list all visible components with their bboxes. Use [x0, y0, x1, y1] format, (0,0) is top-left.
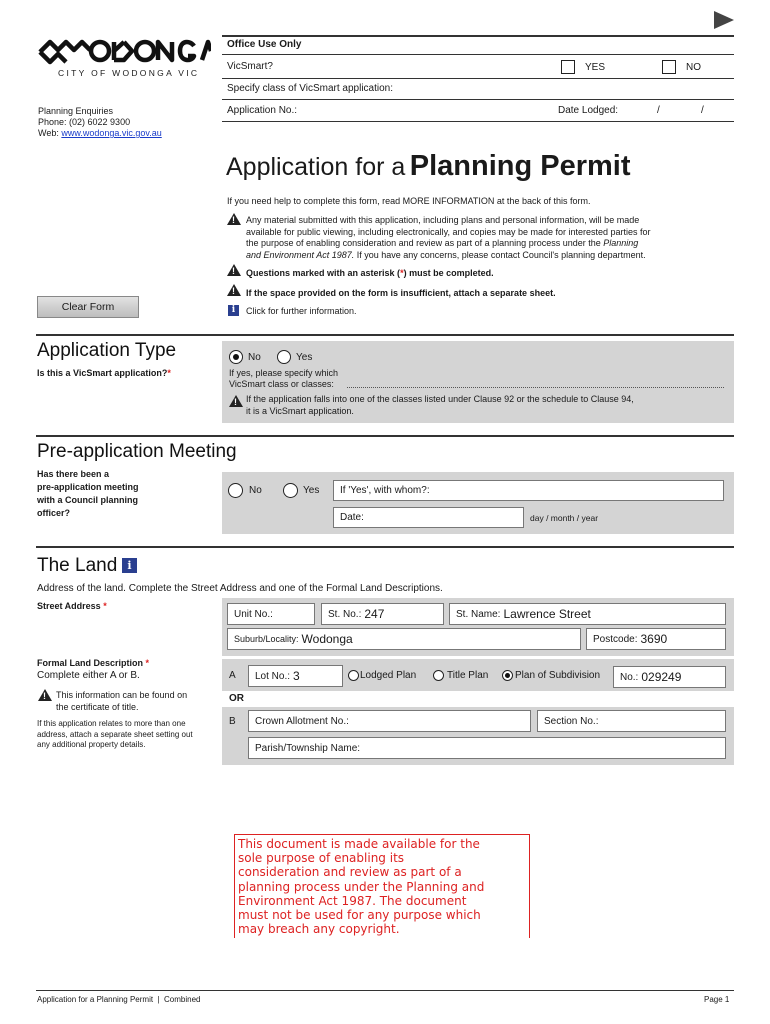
multi-note-3: any additional property details. [37, 740, 146, 749]
privacy-line-3 [246, 238, 716, 250]
preapp-q3: with a Council planning [37, 495, 138, 505]
office-yes-checkbox[interactable] [561, 60, 575, 74]
office-rule-2 [222, 78, 734, 79]
page-title-main: Planning Permit [409, 150, 631, 182]
office-rule-1 [222, 54, 734, 55]
land-intro: Address of the land. Complete the Street Address and one of the Formal Land Descriptions. [37, 583, 443, 594]
app-type-question [37, 368, 171, 378]
unit-no-field[interactable] [227, 603, 315, 625]
preapp-no-label: No [249, 485, 262, 496]
office-app-no-label: Application No.: [227, 105, 298, 116]
preapp-rule [36, 435, 734, 437]
office-specify-label: Specify class of VicSmart application: [227, 83, 394, 94]
or-label: OR [229, 693, 244, 704]
cert-note-1: This information can be found on [56, 690, 188, 700]
privacy-line-3b: Planning [603, 238, 639, 248]
preapp-q1: Has there been a [37, 469, 110, 479]
multi-address-note [37, 719, 193, 751]
help-text: If you need help to complete this form, read MORE INFORMATION at the back of this form. [227, 196, 591, 206]
wodonga-logo [36, 34, 211, 80]
office-top-rule [222, 35, 734, 37]
office-yes-label: YES [585, 62, 606, 73]
warning-icon [227, 284, 241, 296]
footer-rule [36, 990, 734, 991]
street-address-text: Street Address [37, 601, 101, 611]
plan-no-value: 029249 [641, 670, 682, 684]
preapp-q4: officer? [37, 508, 71, 518]
warning-icon [38, 689, 52, 701]
info-icon[interactable]: i [228, 305, 239, 316]
land-title: The Land [37, 555, 118, 576]
stamp-line-6: must not be used for any purpose which [238, 908, 481, 923]
privacy-line-3a: the purpose of enabling consideration and review as part of a planning process under the [246, 238, 601, 248]
section-no-field[interactable] [537, 710, 726, 732]
option-a-label: A [229, 670, 236, 681]
stamp-line-3: consideration and review as part of a [238, 865, 462, 880]
lot-no-value: 3 [293, 669, 300, 683]
office-date-sep-1: / [657, 105, 660, 116]
asterisk-note-a: Questions marked with an asterisk ( [246, 268, 401, 278]
street-address-star: * [103, 601, 107, 611]
stamp-line-7: may breach any copyright. [238, 922, 400, 937]
preapp-question [37, 468, 139, 520]
office-vicsmart-label: VicSmart? [227, 61, 273, 72]
privacy-line-2: available for public viewing, including electronically, and copies may be made for interested parties for [246, 226, 651, 237]
postcode-field[interactable] [586, 628, 726, 650]
web-label: Web: [38, 128, 59, 138]
info-icon[interactable]: i [122, 558, 137, 573]
office-no-label: NO [686, 62, 701, 73]
preapp-no-radio[interactable] [228, 483, 243, 498]
formal-land-label [37, 658, 149, 668]
footer-page-number: Page 1 [704, 995, 730, 1004]
preapp-yes-radio[interactable] [283, 483, 298, 498]
section-no-label: Section No.: [544, 715, 599, 727]
asterisk-star: * [400, 268, 404, 278]
office-date-sep-2: / [701, 105, 704, 116]
office-rule-4 [222, 121, 734, 122]
web-line [38, 128, 162, 138]
app-type-star: * [167, 368, 171, 378]
preapp-title: Pre-application Meeting [37, 441, 237, 462]
preapp-date-hint: day / month / year [530, 513, 599, 523]
vicsmart-note [246, 394, 634, 417]
click-info-text[interactable]: Click for further information. [246, 306, 357, 316]
st-name-label: St. Name: [456, 608, 501, 620]
preapp-date-label: Date: [340, 512, 364, 523]
warning-icon [229, 395, 243, 407]
preapp-q2: pre-application meeting [37, 482, 139, 492]
land-rule [36, 546, 734, 548]
app-type-rule [36, 334, 734, 336]
office-no-checkbox[interactable] [662, 60, 676, 74]
crown-allotment-label: Crown Allotment No.: [255, 715, 349, 727]
copyright-stamp [234, 834, 530, 938]
vicsmart-class-input[interactable] [347, 387, 724, 388]
privacy-notice [246, 215, 716, 261]
asterisk-note [246, 268, 494, 278]
lodged-plan-radio[interactable] [348, 670, 359, 681]
app-type-question-text: Is this a VicSmart application? [37, 368, 168, 378]
plan-of-subdivision-radio[interactable] [502, 670, 513, 681]
vicsmart-yes-label: Yes [296, 352, 313, 363]
logo-subtitle: CITY OF WODONGA VIC [58, 68, 200, 78]
lot-no-label: Lot No.: [255, 670, 291, 682]
phone-number: Phone: (02) 6022 9300 [38, 117, 131, 127]
warning-icon [227, 264, 241, 276]
office-rule-3 [222, 99, 734, 100]
cert-note-2: the certificate of title. [56, 701, 139, 712]
plan-no-label: No.: [620, 671, 639, 683]
vicsmart-note-1: If the application falls into one of the classes listed under Clause 92 or the schedule to Clause 94, [246, 394, 634, 404]
stamp-line-2: sole purpose of enabling its [238, 851, 405, 866]
page-title [226, 150, 631, 183]
plan-of-subdivision-label: Plan of Subdivision [515, 670, 601, 681]
st-name-value: Lawrence Street [503, 607, 591, 621]
web-link[interactable]: www.wodonga.vic.gov.au [61, 128, 162, 138]
street-address-label [37, 601, 107, 611]
crown-allotment-field[interactable] [248, 710, 531, 732]
vicsmart-note-2: it is a VicSmart application. [246, 405, 354, 416]
page-title-prefix: Application for a [226, 153, 406, 181]
suburb-field[interactable] [227, 628, 581, 650]
stamp-line-4: planning process under the Planning and [238, 879, 485, 894]
lot-no-field[interactable] [248, 665, 343, 687]
privacy-line-4b: If you have any concerns, please contact Council's planning department. [354, 249, 646, 260]
multi-note-2: address, attach a separate sheet setting out [37, 729, 193, 739]
title-plan-radio[interactable] [433, 670, 444, 681]
stamp-line-1: This document is made available for the [238, 837, 480, 851]
formal-land-text: Formal Land Description [37, 658, 144, 668]
vicsmart-no-radio[interactable] [229, 350, 243, 364]
vicsmart-no-label: No [248, 352, 261, 363]
privacy-line-1: Any material submitted with this application, including plans and personal information, will be made [246, 215, 640, 225]
privacy-line-4a: and Environment Act 1987. [246, 249, 355, 260]
warning-icon [227, 213, 241, 225]
parish-township-field[interactable] [248, 737, 726, 759]
lodged-plan-label: Lodged Plan [360, 670, 417, 681]
preapp-date-field[interactable] [333, 507, 524, 528]
vicsmart-yes-radio[interactable] [277, 350, 291, 364]
multi-note-1: If this application relates to more than one [37, 719, 186, 728]
office-use-title: Office Use Only [227, 39, 302, 50]
st-name-field[interactable] [449, 603, 726, 625]
plan-no-field[interactable] [613, 666, 726, 688]
preapp-yes-label: Yes [303, 485, 320, 496]
vicsmart-specify-1: If yes, please specify which [229, 368, 339, 378]
title-plan-label: Title Plan [447, 670, 489, 681]
option-b-label: B [229, 716, 236, 727]
suburb-value: Wodonga [301, 632, 353, 646]
preapp-whom-label: If 'Yes', with whom?: [340, 485, 430, 496]
clear-form-label: Clear Form [61, 301, 115, 313]
st-no-value: 247 [364, 607, 385, 621]
formal-land-hint: Complete either A or B. [37, 670, 140, 681]
privacy-line-4 [246, 250, 716, 262]
clear-form-button[interactable] [37, 296, 139, 318]
cert-note [56, 690, 187, 713]
st-no-label: St. No.: [328, 608, 362, 620]
space-note: If the space provided on the form is insufficient, attach a separate sheet. [246, 288, 556, 298]
office-date-lodged-label: Date Lodged: [558, 105, 619, 116]
st-no-field[interactable] [321, 603, 444, 625]
stamp-line-5: Environment Act 1987. The document [238, 893, 467, 908]
footer-left: Application for a Planning Permit | Combined [37, 995, 201, 1004]
preapp-whom-field[interactable] [333, 480, 724, 501]
postcode-label: Postcode: [593, 633, 638, 645]
parish-township-label: Parish/Township Name: [255, 742, 361, 754]
suburb-label: Suburb/Locality: [234, 634, 299, 644]
formal-land-star: * [145, 658, 150, 668]
unit-no-label: Unit No.: [234, 608, 273, 620]
vicsmart-specify-2: VicSmart class or classes: [229, 379, 334, 389]
postcode-value: 3690 [640, 632, 668, 646]
planning-enquiries-label: Planning Enquiries [38, 106, 114, 116]
next-page-arrow-icon[interactable] [714, 11, 734, 29]
app-type-title: Application Type [37, 340, 177, 361]
asterisk-note-b: ) must be completed. [403, 268, 494, 278]
